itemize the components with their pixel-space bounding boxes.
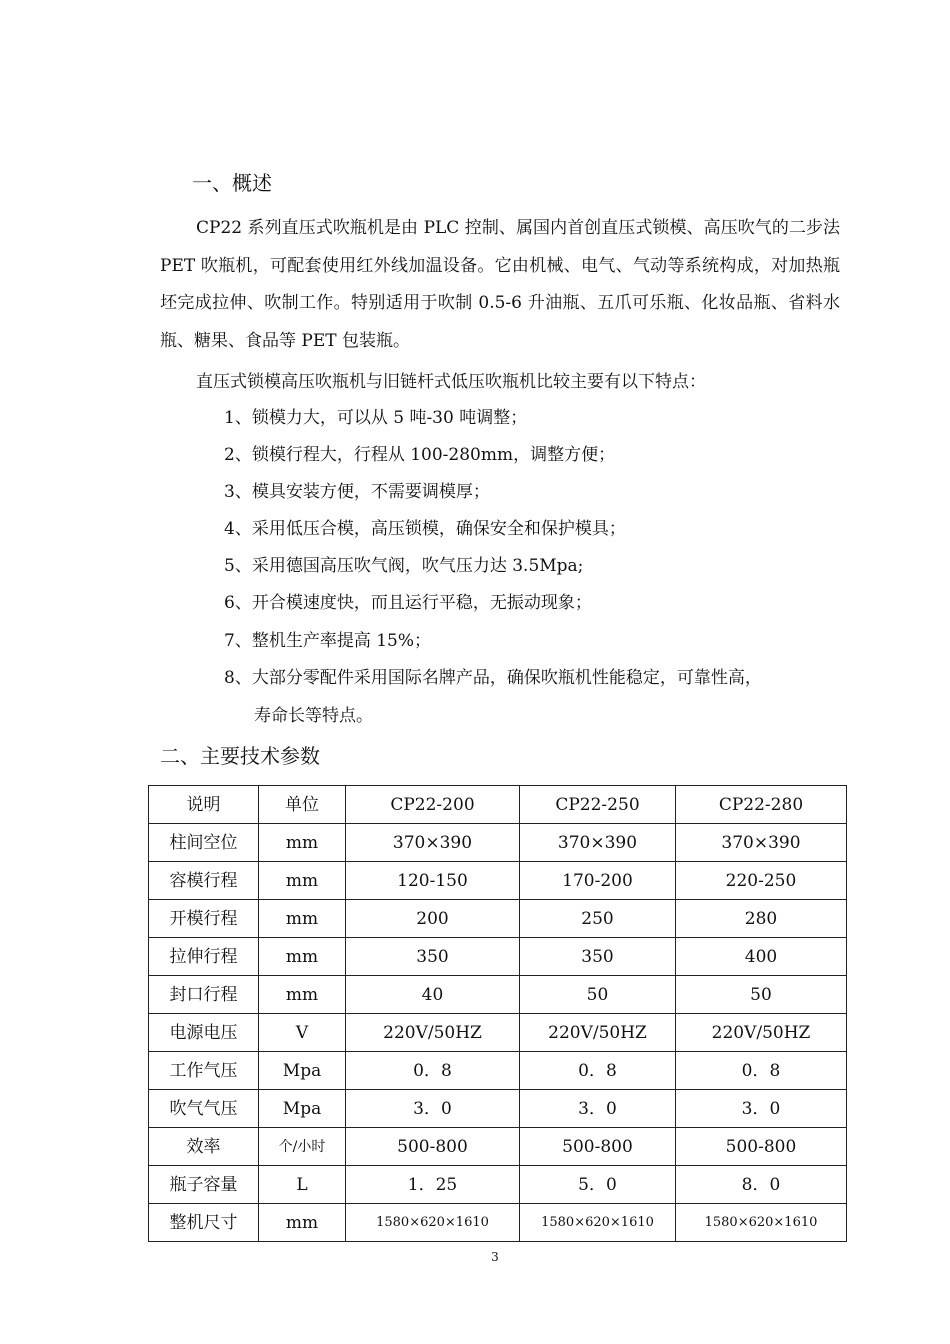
table-row [149, 1052, 847, 1090]
spec-table [148, 785, 847, 1242]
table-cell: 开模行程 [149, 900, 259, 938]
table-cell: 0．8 [520, 1052, 676, 1090]
header-cell: CP22-200 [346, 786, 520, 824]
table-cell: 吹气气压 [149, 1090, 259, 1128]
feature-item: 5、采用德国高压吹气阀，吹气压力达 3.5Mpa; [224, 556, 584, 576]
table-cell: 电源电压 [149, 1014, 259, 1052]
table-cell: mm [259, 900, 346, 938]
table-header-row [149, 786, 847, 824]
table-cell: 容模行程 [149, 862, 259, 900]
table-cell: 50 [520, 976, 676, 1014]
feature-item: 3、模具安装方便，不需要调模厚； [224, 482, 490, 502]
table-row [149, 1166, 847, 1204]
table-cell: 50 [676, 976, 847, 1014]
table-cell: 250 [520, 900, 676, 938]
header-cell: CP22-250 [520, 786, 676, 824]
table-cell: 40 [346, 976, 520, 1014]
table-cell: 220V/50HZ [346, 1014, 520, 1052]
table-cell: L [259, 1166, 346, 1204]
header-cell: CP22-280 [676, 786, 847, 824]
feature-item: 6、开合模速度快，而且运行平稳，无振动现象； [224, 593, 592, 613]
table-row [149, 938, 847, 976]
table-cell: 5．0 [520, 1166, 676, 1204]
table-row [149, 976, 847, 1014]
table-cell: 效率 [149, 1128, 259, 1166]
table-cell: mm [259, 938, 346, 976]
section-title-overview: 一、概述 [192, 171, 272, 195]
table-cell: 工作气压 [149, 1052, 259, 1090]
table-cell: Mpa [259, 1052, 346, 1090]
page-number: 3 [491, 1250, 499, 1264]
table-cell: 370×390 [346, 824, 520, 862]
table-cell: 350 [520, 938, 676, 976]
feature-item: 2、锁模行程大，行程从 100-280mm，调整方便； [224, 445, 616, 465]
table-cell: 封口行程 [149, 976, 259, 1014]
table-cell: 350 [346, 938, 520, 976]
table-cell: 370×390 [520, 824, 676, 862]
table-cell: mm [259, 976, 346, 1014]
compare-paragraph: 直压式锁模高压吹瓶机与旧链杆式低压吹瓶机比较主要有以下特点： [196, 372, 706, 392]
table-cell: 1580×620×1610 [676, 1204, 847, 1242]
table-cell: 0．8 [676, 1052, 847, 1090]
table-cell: Mpa [259, 1090, 346, 1128]
table-cell: mm [259, 1204, 346, 1242]
header-cell: 说明 [149, 786, 259, 824]
intro-paragraph [160, 210, 840, 360]
table-cell: 整机尺寸 [149, 1204, 259, 1242]
feature-item: 1、锁模力大，可以从 5 吨-30 吨调整； [224, 408, 528, 428]
intro-text: CP22 系列直压式吹瓶机是由 PLC 控制、属国内首创直压式锁模、高压吹气的二步法 PET 吹瓶机，可配套使用红外线加温设备。它由机械、电气、气动等系统构成，对加热瓶坯完成拉伸、吹制工作。特别适用于吹制 0.5-6 升油瓶、五爪可乐瓶、化妆品瓶、省料水瓶、糖果、食品等 PET 包装瓶。 [160, 218, 840, 351]
table-cell: 拉伸行程 [149, 938, 259, 976]
table-cell: 0．8 [346, 1052, 520, 1090]
header-cell: 单位 [259, 786, 346, 824]
table-row [149, 1014, 847, 1052]
table-cell: 3．0 [676, 1090, 847, 1128]
table-cell: 400 [676, 938, 847, 976]
table-row [149, 1090, 847, 1128]
table-row [149, 900, 847, 938]
table-cell: 220V/50HZ [520, 1014, 676, 1052]
table-cell: 8．0 [676, 1166, 847, 1204]
table-cell: 120-150 [346, 862, 520, 900]
table-cell: 1580×620×1610 [346, 1204, 520, 1242]
table-cell: 220V/50HZ [676, 1014, 847, 1052]
table-cell: 500-800 [520, 1128, 676, 1166]
table-cell: V [259, 1014, 346, 1052]
table-cell: 个/小时 [259, 1128, 346, 1166]
table-row [149, 862, 847, 900]
feature-item-continuation: 寿命长等特点。 [254, 706, 373, 726]
feature-item: 8、大部分零配件采用国际名牌产品，确保吹瓶机性能稳定，可靠性高， [224, 668, 762, 688]
table-cell: mm [259, 862, 346, 900]
table-cell: 280 [676, 900, 847, 938]
table-row [149, 1204, 847, 1242]
table-cell: 1．25 [346, 1166, 520, 1204]
table-cell: 柱间空位 [149, 824, 259, 862]
table-cell: 370×390 [676, 824, 847, 862]
feature-item: 4、采用低压合模，高压锁模，确保安全和保护模具； [224, 519, 626, 539]
table-cell: 500-800 [676, 1128, 847, 1166]
section-title-specs: 二、主要技术参数 [160, 744, 320, 768]
table-cell: 1580×620×1610 [520, 1204, 676, 1242]
feature-item: 7、整机生产率提高 15%； [224, 631, 432, 651]
table-cell: 500-800 [346, 1128, 520, 1166]
table-cell: 200 [346, 900, 520, 938]
table-cell: 3．0 [520, 1090, 676, 1128]
table-cell: 220-250 [676, 862, 847, 900]
table-row [149, 1128, 847, 1166]
table-cell: mm [259, 824, 346, 862]
table-cell: 瓶子容量 [149, 1166, 259, 1204]
table-row [149, 824, 847, 862]
table-cell: 3．0 [346, 1090, 520, 1128]
table-cell: 170-200 [520, 862, 676, 900]
